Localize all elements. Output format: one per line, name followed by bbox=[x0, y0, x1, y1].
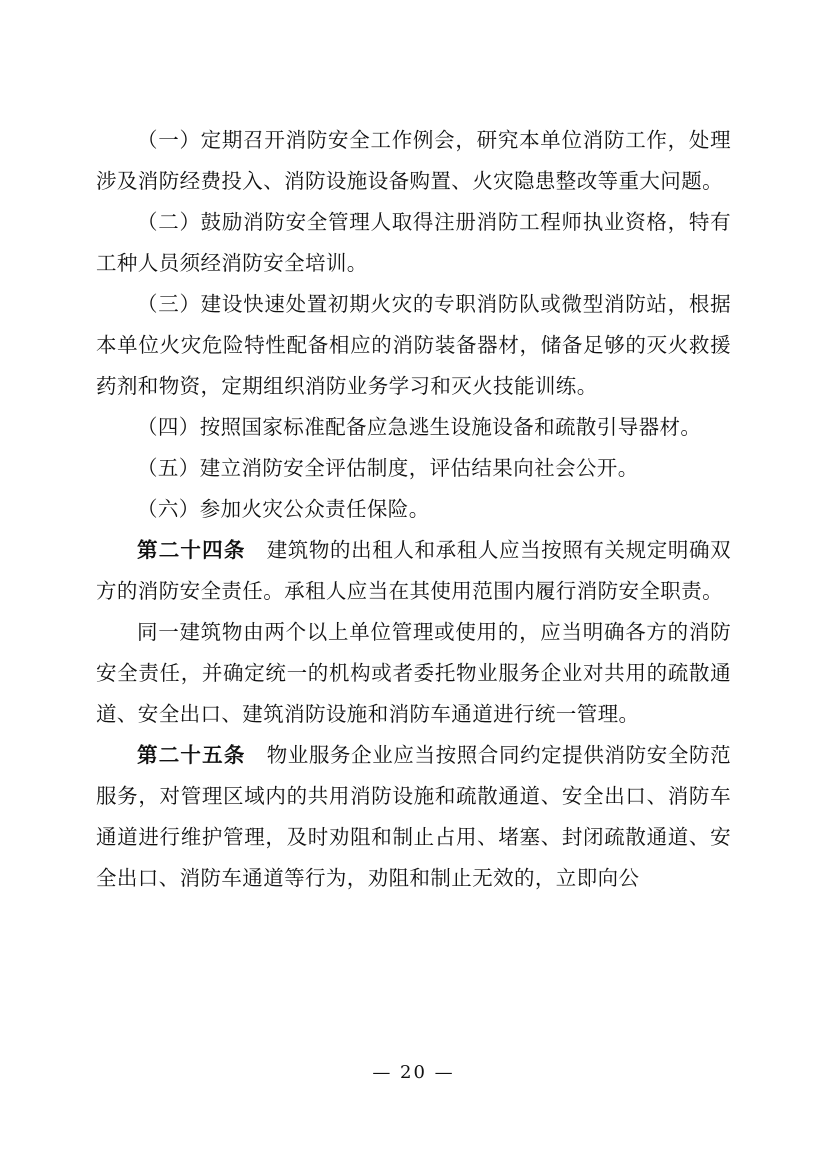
paragraph-item-6: （六）参加火灾公众责任保险。 bbox=[137, 497, 430, 521]
page-number: — 20 — bbox=[372, 1062, 455, 1083]
document-body bbox=[96, 120, 731, 899]
article-25-title: 第二十五条 bbox=[137, 743, 246, 767]
paragraph-article-24 bbox=[96, 530, 731, 612]
paragraph-article-25 bbox=[96, 735, 731, 899]
paragraph-item-3: （三）建设快速处置初期火灾的专职消防队或微型消防站，根据本单位火灾危险特性配备相应的消防装备器材，储备足够的灭火救援药剂和物资，定期组织消防业务学习和灭火技能训练。 bbox=[96, 292, 731, 398]
paragraph-item-5: （五）建立消防安全评估制度，评估结果向社会公开。 bbox=[137, 456, 639, 480]
article-24-title: 第二十四条 bbox=[137, 538, 246, 562]
paragraph-item-2: （二）鼓励消防安全管理人取得注册消防工程师执业资格，特有工种人员须经消防安全培训。 bbox=[96, 210, 731, 275]
article-25-text: 物业服务企业应当按照合同约定提供消防安全防范服务，对管理区域内的共用消防设施和疏散通道、安全出口、消防车通道进行维护管理，及时劝阻和制止占用、堵塞、封闭疏散通道、安全出口、消防车通道等行为，劝阻和制止无效的，立即向公 bbox=[96, 743, 731, 890]
paragraph-article-24-second: 同一建筑物由两个以上单位管理或使用的，应当明确各方的消防安全责任，并确定统一的机构或者委托物业服务企业对共用的疏散通道、安全出口、建筑消防设施和消防车通道进行统一管理。 bbox=[96, 620, 731, 726]
paragraph-item-1: （一）定期召开消防安全工作例会，研究本单位消防工作，处理涉及消防经费投入、消防设施设备购置、火灾隐患整改等重大问题。 bbox=[96, 128, 731, 193]
article-24-text: 建筑物的出租人和承租人应当按照有关规定明确双方的消防安全责任。承租人应当在其使用范围内履行消防安全职责。 bbox=[96, 538, 731, 603]
paragraph-item-4: （四）按照国家标准配备应急逃生设施设备和疏散引导器材。 bbox=[137, 415, 702, 439]
